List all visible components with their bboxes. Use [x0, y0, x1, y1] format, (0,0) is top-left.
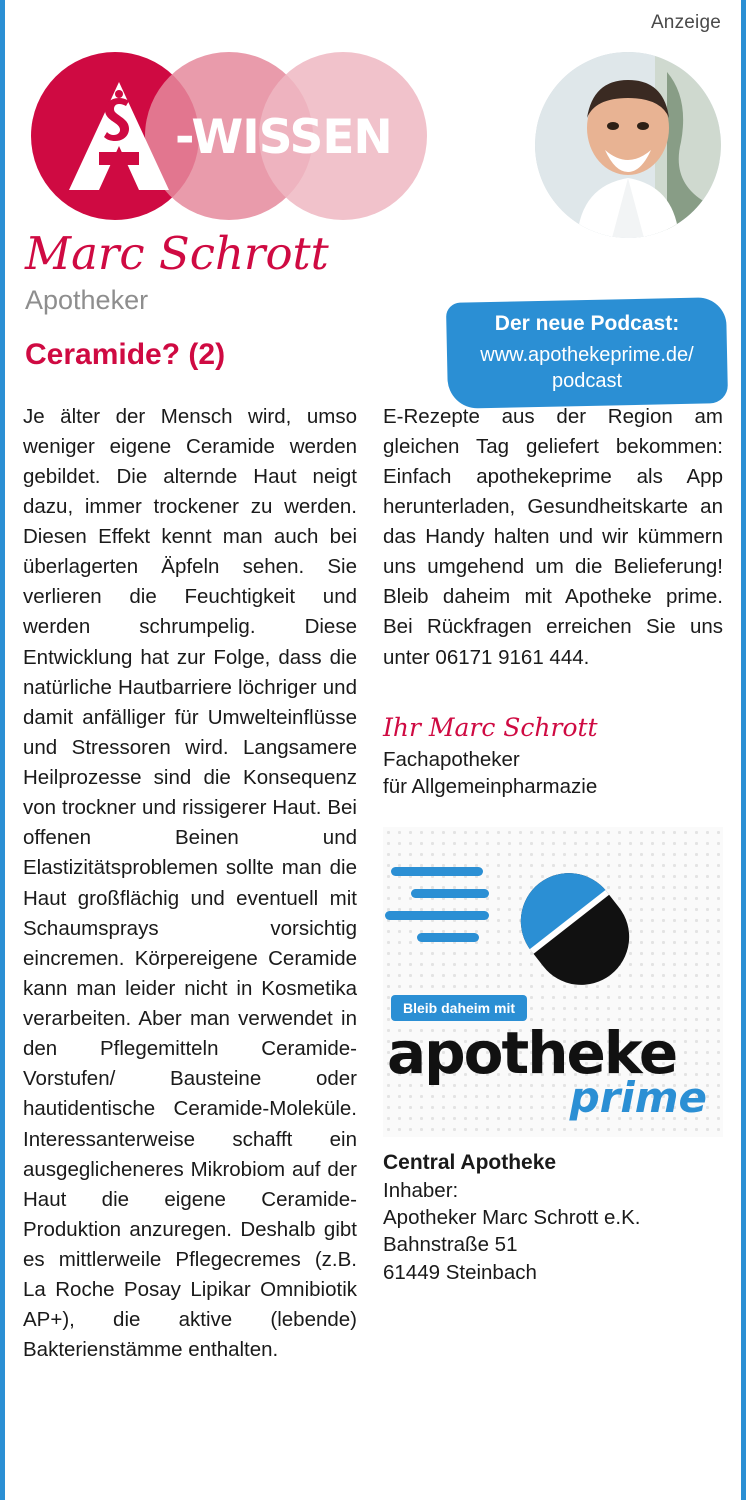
person-role: Apotheker	[25, 284, 149, 315]
speed-line-1	[391, 867, 483, 876]
pharmacy-a-icon	[65, 80, 173, 192]
signature-name: Ihr Marc Schrott	[383, 712, 598, 742]
address-line: Bahnstraße 51	[383, 1233, 518, 1257]
speed-line-2	[411, 889, 489, 898]
speed-line-3	[385, 911, 489, 920]
address-line: Apotheker Marc Schrott e.K.	[383, 1206, 641, 1230]
column-right	[383, 402, 723, 1366]
address-line: Inhaber:	[383, 1178, 459, 1202]
signature-title-1: Fachapotheker	[383, 747, 520, 771]
article-text-left: Je älter der Mensch wird, umso weniger eigene Ceramide werden gebildet. Die alternde Haut neigt dazu, immer trockener zu werden. Diesen Effekt kennt man auch bei überlagerten Äpfeln sehen. Sie verlieren die Feuchtigkeit und werden schrumpelig. Diese Entwicklung hat zur Folge, dass die natürliche Hautbarriere löchriger und damit anfälliger für Umwelteinflüsse und Stressoren wird. Langsamere Heilprozesse sind die Konsequenz von trockner und rissigerer Haut. Bei offenen Beinen und Elastizitätsproblemen sollte man die Haut großflächig und eventuell mit Schaumsprays vorsichtig eincremen. Körpereigene Ceramide kann man leider nicht in Kosmetika verarbeiten. Aber man verwendet in den Pflegemitteln Ceramide-Vorstufen/ Bausteine oder hautidentische Ceramide-Moleküle. Interessanterweise schafft ein ausgeglicheneres Mikrobiom auf der Haut die eigene Ceramide-Produktion anzuregen. Deshalb gibt es mittlerweile Pflegecremes (z.B. La Roche Posay Lipikar Omnibiotik AP+), die aktive (lebende) Bakterienstämme enthalten.	[23, 404, 357, 1362]
portrait-image	[535, 52, 721, 238]
header-logo-block	[23, 38, 723, 223]
speed-line-4	[417, 933, 479, 942]
bleib-daheim-badge: Bleib daheim mit	[391, 995, 527, 1021]
article-text-right: E-Rezepte aus der Region am gleichen Tag geliefert bekommen: Einfach apothekeprime als App herunterladen, Gesundheitskarte an das Handy halten und wir kümmern uns umgehend um die Belieferung! Bleib daheim mit Apotheke prime. Bei Rückfragen erreichen Sie uns unter 06171 9161 444.	[383, 404, 723, 669]
page-title: Marc Schrott	[25, 227, 329, 280]
pill-icon	[475, 849, 675, 1009]
wissen-wordmark: -WISSEN	[175, 110, 392, 165]
podcast-title: Der neue Podcast:	[494, 312, 680, 335]
article-headline: Ceramide? (2)	[25, 337, 226, 371]
podcast-badge[interactable]	[447, 300, 727, 406]
article-columns	[23, 402, 723, 1366]
brand-name: apotheke	[387, 1018, 677, 1087]
apotheke-prime-logo	[383, 827, 723, 1137]
brand-subname: prime	[569, 1072, 707, 1122]
podcast-url[interactable]: www.apothekeprime.de/ podcast	[480, 344, 694, 392]
address-line: 61449 Steinbach	[383, 1260, 537, 1284]
pharmacy-name: Central Apotheke	[383, 1150, 557, 1174]
column-left	[23, 402, 357, 1366]
ad-label: Anzeige	[650, 12, 721, 33]
signature-title-2: für Allgemeinpharmazie	[383, 775, 598, 799]
avatar	[535, 52, 721, 238]
